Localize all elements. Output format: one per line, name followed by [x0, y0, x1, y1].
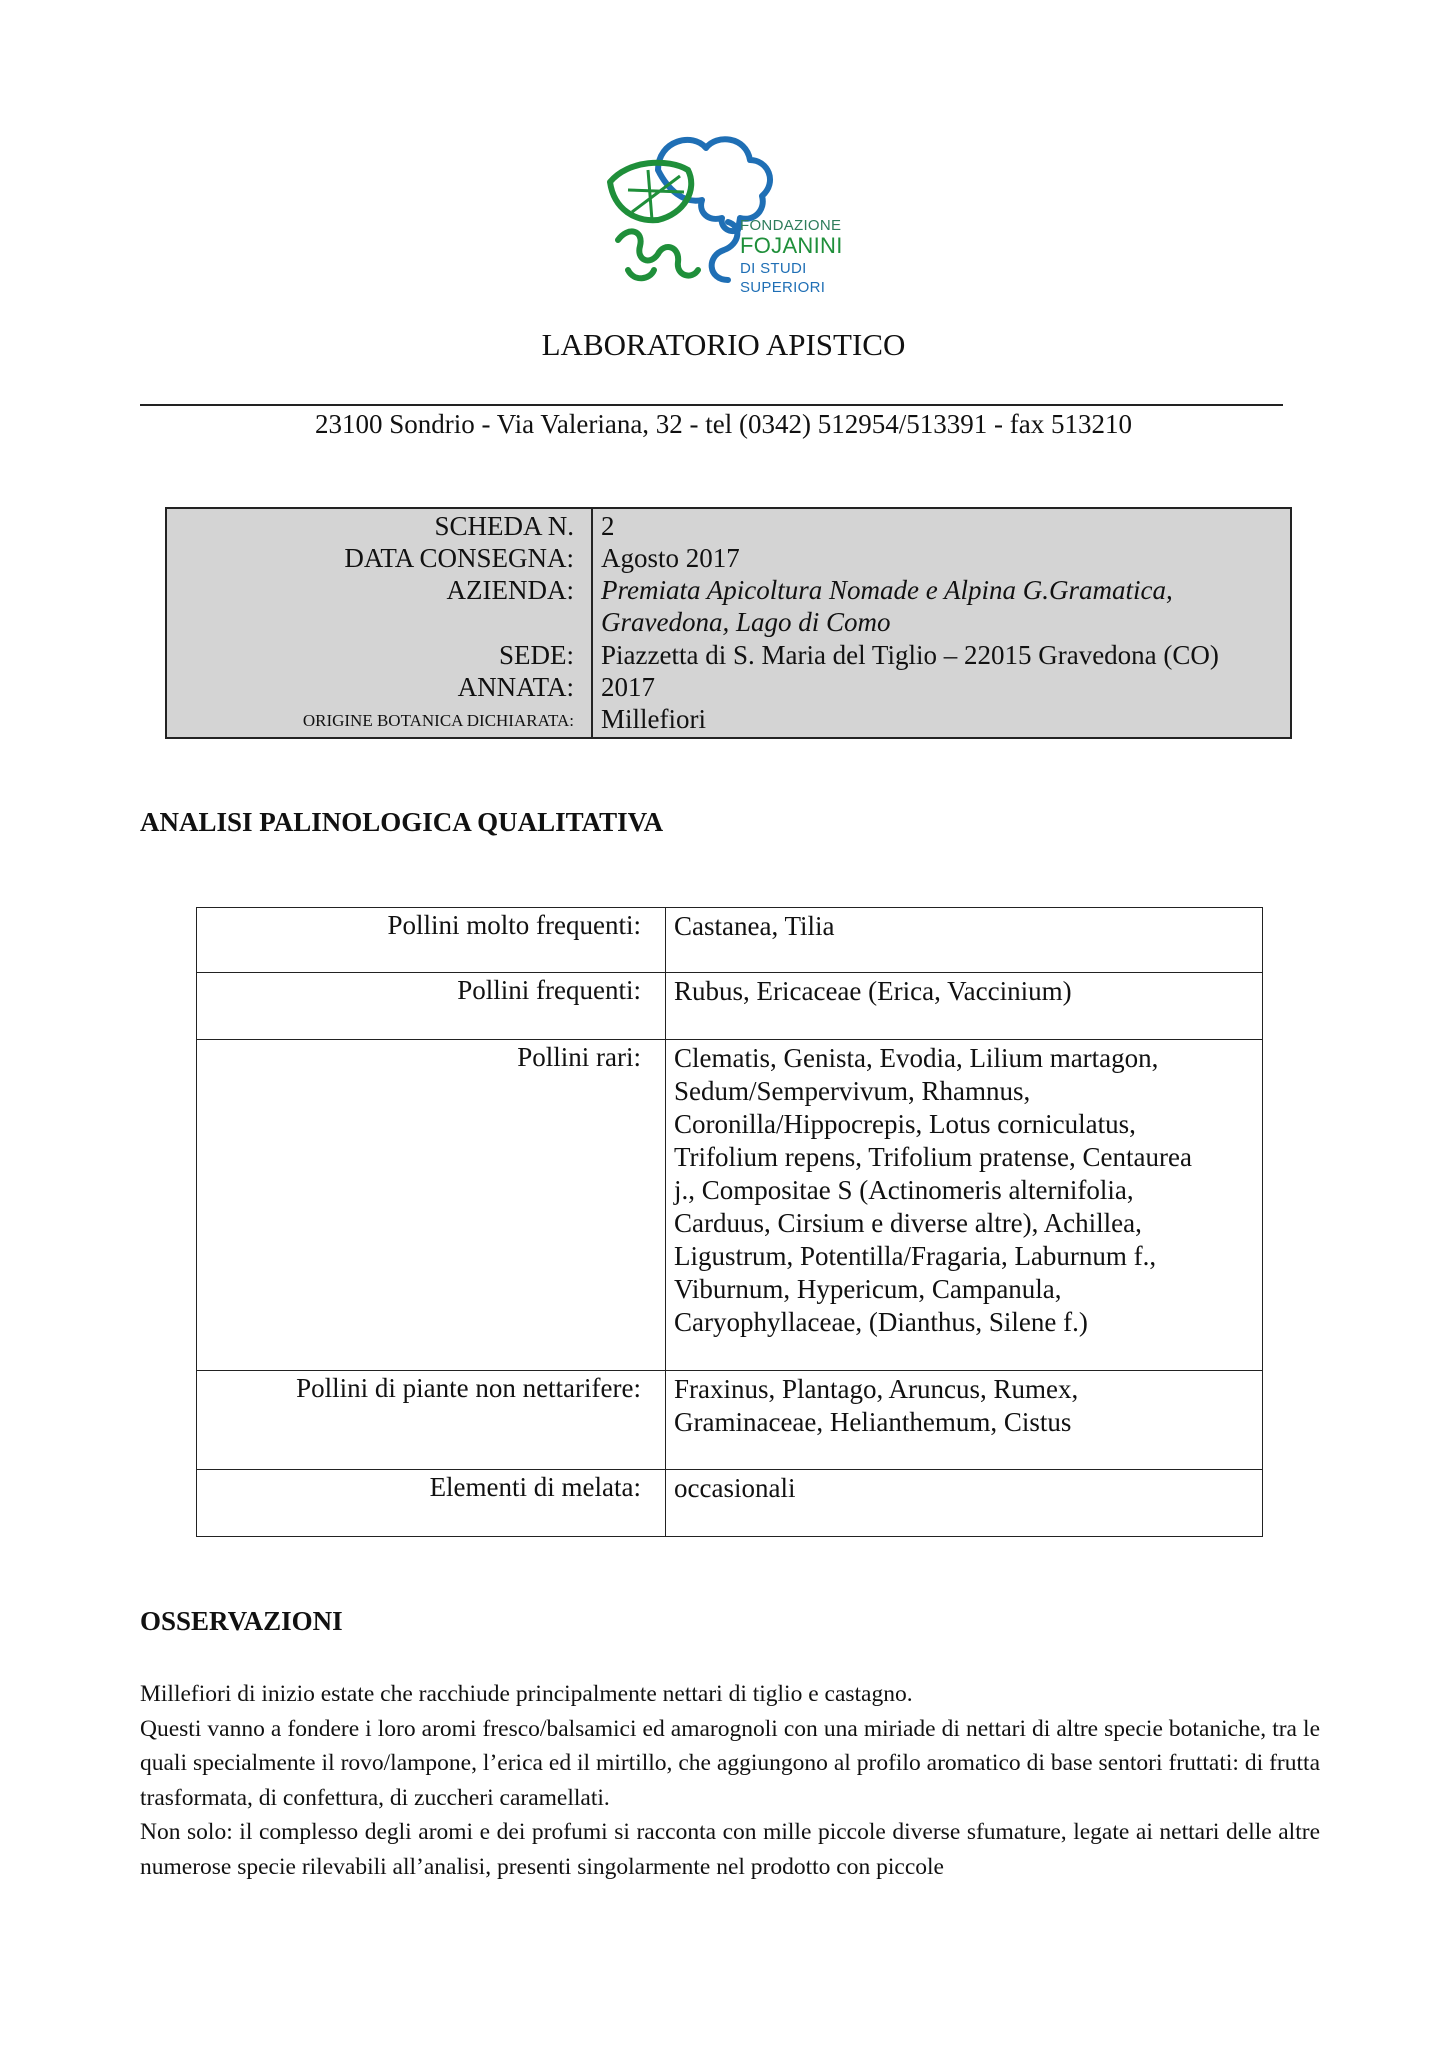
lab-address: 23100 Sondrio - Via Valeriana, 32 - tel (0342) 512954/513391 - fax 513210 — [314, 409, 1132, 439]
pollen-value-line: Rubus, Ericaceae (Erica, Vaccinium) — [674, 976, 1072, 1006]
annata-label: ANNATA: — [457, 672, 574, 702]
azienda-label: AZIENDA: — [446, 575, 574, 605]
scheda-value: 2 — [601, 511, 615, 541]
pollen-value-line: Coronilla/Hippocrepis, Lotus corniculatus, — [674, 1109, 1136, 1139]
pollen-row-label: Elementi di melata: — [197, 1470, 666, 1537]
pollen-value-line: j., Compositae S (Actinomeris alternifolia, — [674, 1175, 1134, 1205]
azienda-value-line2: Gravedona, Lago di Como — [601, 607, 891, 637]
pollen-value-line: Castanea, Tilia — [674, 911, 835, 941]
pollen-row-value — [666, 1040, 1263, 1371]
origine-botanica-value: Millefiori — [601, 704, 706, 734]
fondazione-fojanini-logo — [588, 130, 858, 302]
table-row — [197, 1040, 1263, 1371]
lab-title: LABORATORIO APISTICO — [541, 327, 906, 362]
sample-info-box — [165, 507, 1292, 739]
table-row — [197, 973, 1263, 1040]
logo-emblem-icon — [588, 130, 858, 302]
pollen-row-label: Pollini di piante non nettarifere: — [197, 1371, 666, 1470]
info-box-divider — [591, 509, 593, 737]
logo-text-fojanini: FOJANINI — [740, 233, 843, 258]
pollen-row-label: Pollini rari: — [197, 1040, 666, 1371]
header-divider — [140, 404, 1283, 406]
sede-value: Piazzetta di S. Maria del Tiglio – 22015 Gravedona (CO) — [601, 640, 1219, 670]
pollen-row-value — [666, 973, 1263, 1040]
logo-text-superiori: SUPERIORI — [740, 279, 826, 296]
annata-value: 2017 — [601, 672, 655, 702]
observations-heading: OSSERVAZIONI — [140, 1606, 343, 1636]
analysis-heading: ANALISI PALINOLOGICA QUALITATIVA — [140, 807, 664, 837]
observations-paragraph: Non solo: il complesso degli aromi e dei profumi si racconta con mille piccole diverse sfumature, legate ai nettari delle altre numerose specie rilevabili all’analisi, presenti singolarmente nel prodotto con piccole — [140, 1819, 1320, 1880]
pollen-value-line: Caryophyllaceae, (Dianthus, Silene f.) — [674, 1307, 1088, 1337]
pollen-value-line: Carduus, Cirsium e diverse altre), Achillea, — [674, 1208, 1142, 1238]
table-row — [197, 908, 1263, 973]
pollen-value-line: Viburnum, Hypericum, Campanula, — [674, 1274, 1062, 1304]
data-consegna-label: DATA CONSEGNA: — [344, 543, 574, 573]
table-row — [197, 1371, 1263, 1470]
pollen-value-line: Fraxinus, Plantago, Aruncus, Rumex, — [674, 1374, 1079, 1404]
logo-text-di-studi: DI STUDI — [740, 260, 807, 277]
pollen-value-line: Sedum/Sempervivum, Rhamnus, — [674, 1076, 1031, 1106]
observations-text — [140, 1677, 1320, 1885]
pollen-row-value — [666, 908, 1263, 973]
scheda-label: SCHEDA N. — [434, 511, 574, 541]
pollen-value-line: Graminaceae, Helianthemum, Cistus — [674, 1407, 1072, 1437]
pollen-value-line: Clematis, Genista, Evodia, Lilium martagon, — [674, 1043, 1159, 1073]
pollen-row-label: Pollini frequenti: — [197, 973, 666, 1040]
pollen-row-value — [666, 1470, 1263, 1537]
observations-paragraph: Questi vanno a fondere i loro aromi fresco/balsamici ed amarognoli con una miriade di nettari di altre specie botaniche, tra le quali specialmente il rovo/lampone, l’erica ed il mirtillo, che aggiungono al profilo aromatico di base sentori fruttati: di frutta trasformata, di confettura, di zuccheri caramellati. — [140, 1715, 1320, 1811]
logo-text-fondazione: FONDAZIONE — [740, 217, 842, 234]
pollen-table — [196, 907, 1263, 1537]
origine-botanica-label: ORIGINE BOTANICA DICHIARATA: — [302, 711, 574, 730]
pollen-value-line: Ligustrum, Potentilla/Fragaria, Laburnum f., — [674, 1241, 1157, 1271]
azienda-value-line1: Premiata Apicoltura Nomade e Alpina G.Gramatica, — [601, 575, 1173, 605]
pollen-value-line: Trifolium repens, Trifolium pratense, Centaurea — [674, 1142, 1192, 1172]
pollen-row-value — [666, 1371, 1263, 1470]
data-consegna-value: Agosto 2017 — [601, 543, 740, 573]
observations-paragraph: Millefiori di inizio estate che racchiude principalmente nettari di tiglio e castagno. — [140, 1681, 913, 1707]
table-row — [197, 1470, 1263, 1537]
pollen-row-label: Pollini molto frequenti: — [197, 908, 666, 973]
sede-label: SEDE: — [498, 640, 574, 670]
pollen-value-line: occasionali — [674, 1473, 796, 1503]
